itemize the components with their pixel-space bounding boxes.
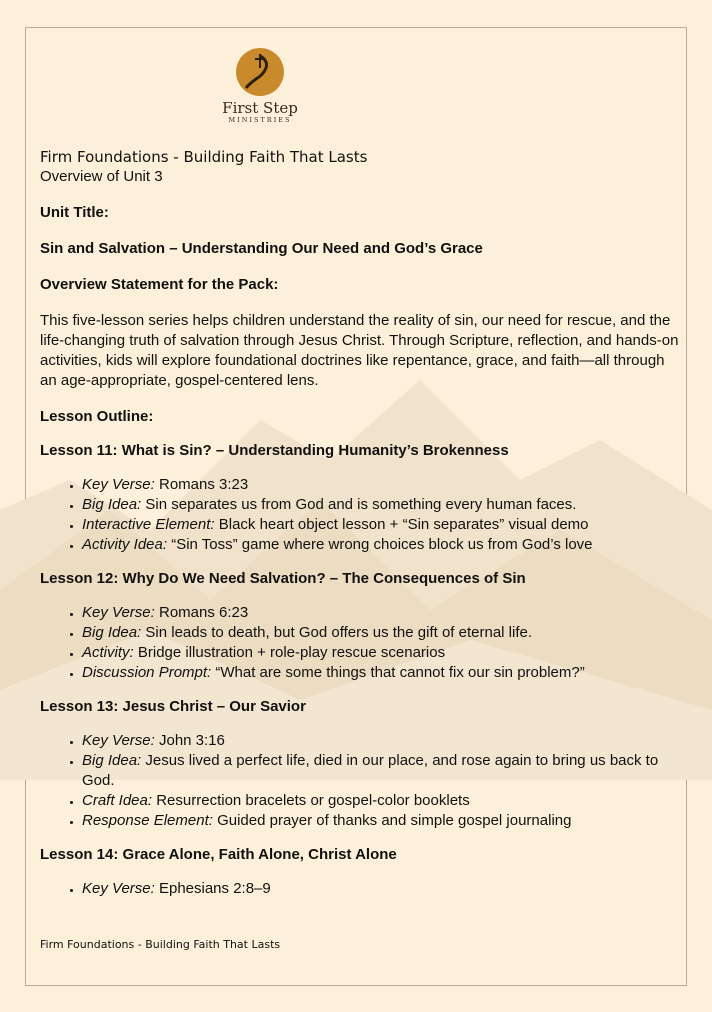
list-item: • Key Verse: Romans 3:23	[82, 475, 680, 495]
overview-label: Overview Statement for the Pack:	[40, 276, 279, 293]
list-item: • Craft Idea: Resurrection bracelets or gospel-color booklets	[82, 791, 680, 811]
list-item: • Response Element: Guided prayer of thanks and simple gospel journaling	[82, 811, 680, 831]
list-item: • Key Verse: Romans 6:23	[82, 603, 680, 623]
page-footer: Firm Foundations - Building Faith That Lasts	[40, 938, 281, 951]
unit-title: Sin and Salvation – Understanding Our Need and God’s Grace	[40, 240, 483, 257]
document-title: Firm Foundations - Building Faith That Lasts	[40, 148, 368, 166]
list-item: • Big Idea: Sin leads to death, but God offers us the gift of eternal life.	[82, 623, 680, 643]
unit-title-label: Unit Title:	[40, 204, 109, 221]
logo	[218, 48, 302, 124]
document-subtitle: Overview of Unit 3	[40, 168, 163, 185]
list-item: • Discussion Prompt: “What are some things that cannot fix our sin problem?”	[82, 663, 680, 683]
outline-label: Lesson Outline:	[40, 408, 154, 425]
lesson-13-list	[40, 731, 680, 831]
lesson-12-list	[40, 603, 680, 683]
list-item: • Big Idea: Sin separates us from God and is something every human faces.	[82, 495, 680, 515]
list-item: • Activity: Bridge illustration + role-play rescue scenarios	[82, 643, 680, 663]
document-body	[40, 148, 680, 899]
list-item: • Activity Idea: “Sin Toss” game where wrong choices block us from God’s love	[82, 535, 680, 555]
logo-name: First Step	[222, 99, 298, 117]
list-item: • Key Verse: Ephesians 2:8–9	[82, 879, 680, 899]
lesson-11-title: Lesson 11: What is Sin? – Understanding Humanity’s Brokenness	[40, 442, 509, 459]
logo-subtitle: MINISTRIES	[228, 116, 292, 124]
lesson-11-list	[40, 475, 680, 555]
list-item: • Big Idea: Jesus lived a perfect life, died in our place, and rose again to bring us back to God.	[82, 751, 680, 791]
lesson-14-title: Lesson 14: Grace Alone, Faith Alone, Christ Alone	[40, 846, 397, 863]
overview-text: This five-lesson series helps children understand the reality of sin, our need for rescue, and the life-changing truth of salvation through Jesus Christ. Through Scripture, reflection, and hands-on activities, kids will explore foundational doctrines like repentance, grace, and faith—all through an age-appropriate, gospel-centered lens.	[40, 312, 679, 389]
list-item: • Interactive Element: Black heart object lesson + “Sin separates” visual demo	[82, 515, 680, 535]
logo-emblem-icon	[236, 48, 284, 96]
lesson-13-title: Lesson 13: Jesus Christ – Our Savior	[40, 698, 306, 715]
list-item: • Key Verse: John 3:16	[82, 731, 680, 751]
lesson-12-title: Lesson 12: Why Do We Need Salvation? – The Consequences of Sin	[40, 570, 526, 587]
lesson-14-list	[40, 879, 680, 899]
